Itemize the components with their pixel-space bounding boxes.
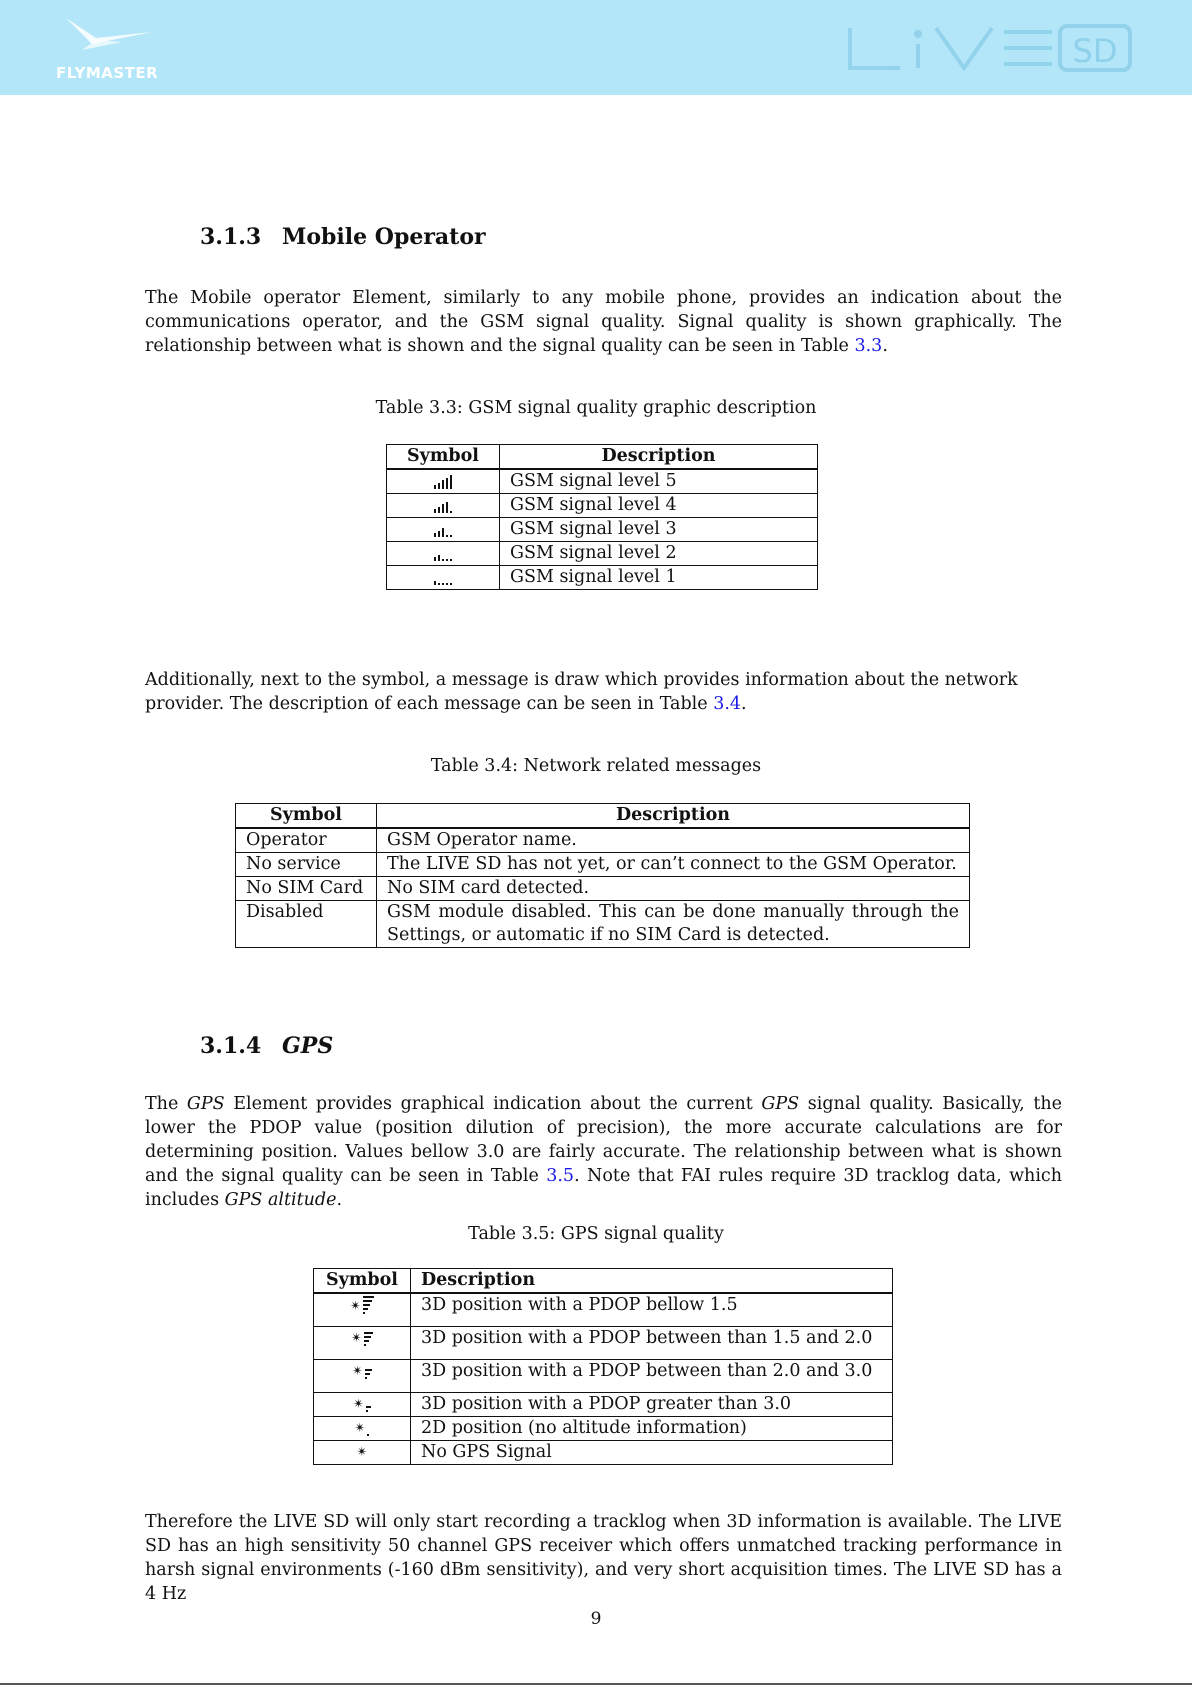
section-heading-3-1-3 bbox=[200, 224, 486, 250]
description-cell: 3D position with a PDOP between than 2.0 and 3.0 bbox=[411, 1359, 893, 1392]
text-run-italic: GPS bbox=[761, 1094, 800, 1114]
description-cell: GSM signal level 5 bbox=[500, 469, 818, 494]
paragraph-network-messages bbox=[145, 668, 1062, 716]
page-header-band bbox=[0, 0, 1192, 95]
gsm-signal-icon bbox=[434, 571, 452, 585]
column-header-symbol: Symbol bbox=[314, 1269, 411, 1294]
text-run: Element provides graphical indication about the current bbox=[233, 1094, 753, 1114]
symbol-cell: No service bbox=[236, 853, 377, 877]
gps-signal-icon: ✴ bbox=[353, 1396, 371, 1412]
paragraph-tracklog bbox=[145, 1510, 1062, 1606]
paragraph-end: . bbox=[741, 694, 747, 714]
table-row bbox=[314, 1440, 893, 1464]
table-row bbox=[314, 1293, 893, 1326]
gps-signal-icon: ✴ bbox=[350, 1298, 374, 1314]
column-header-description: Description bbox=[411, 1269, 893, 1294]
gps-signal-icon: ✴ bbox=[356, 1445, 368, 1460]
section-title: Mobile Operator bbox=[282, 224, 486, 250]
table-row bbox=[387, 518, 818, 542]
table-caption-3-4: Table 3.4: Network related messages bbox=[430, 756, 762, 776]
table-ref-link[interactable]: 3.5 bbox=[546, 1166, 575, 1186]
table-row bbox=[236, 877, 970, 901]
section-title: GPS bbox=[282, 1033, 334, 1059]
table-row bbox=[387, 542, 818, 566]
description-cell: 3D position with a PDOP greater than 3.0 bbox=[411, 1392, 893, 1416]
paragraph-text: Additionally, next to the symbol, a message is draw which provides information about the network provider. The description of each message can be seen in Table bbox=[145, 670, 1018, 714]
symbol-cell: No SIM Card bbox=[236, 877, 377, 901]
network-messages-table bbox=[235, 803, 970, 948]
description-cell: 3D position with a PDOP between than 1.5 and 2.0 bbox=[411, 1326, 893, 1359]
table-row bbox=[314, 1326, 893, 1359]
gsm-signal-icon bbox=[434, 523, 452, 537]
text-run: . bbox=[336, 1190, 343, 1210]
section-number: 3.1.4 bbox=[200, 1033, 262, 1059]
symbol-cell bbox=[387, 566, 500, 590]
description-cell: GSM signal level 2 bbox=[500, 542, 818, 566]
table-row bbox=[387, 494, 818, 518]
table-ref-link[interactable]: 3.3 bbox=[854, 336, 883, 356]
table-row bbox=[236, 853, 970, 877]
paragraph-gps bbox=[145, 1092, 1062, 1212]
table-ref-link[interactable]: 3.4 bbox=[713, 694, 742, 714]
text-run-italic: GPS bbox=[186, 1094, 225, 1114]
column-header-symbol: Symbol bbox=[236, 804, 377, 829]
text-run-italic: GPS altitude bbox=[224, 1190, 337, 1210]
symbol-cell bbox=[387, 518, 500, 542]
description-cell: The LIVE SD has not yet, or can’t connect to the GSM Operator. bbox=[377, 853, 970, 877]
svg-text:SD: SD bbox=[1072, 32, 1118, 70]
section-number: 3.1.3 bbox=[200, 224, 262, 250]
table-caption-3-3: Table 3.3: GSM signal quality graphic description bbox=[375, 398, 817, 418]
table-row bbox=[387, 469, 818, 494]
table-row bbox=[387, 566, 818, 590]
gps-signal-table bbox=[313, 1268, 893, 1465]
gps-signal-icon: ✴ bbox=[355, 1420, 370, 1436]
column-header-description: Description bbox=[500, 445, 818, 470]
symbol-cell bbox=[314, 1440, 411, 1464]
description-cell: 2D position (no altitude information) bbox=[411, 1416, 893, 1440]
flymaster-wing-icon bbox=[52, 14, 152, 64]
symbol-cell bbox=[314, 1293, 411, 1326]
description-cell: GSM signal level 3 bbox=[500, 518, 818, 542]
paragraph-text: Therefore the LIVE SD will only start recording a tracklog when 3D information is available. The LIVE SD has an high sensitivity 50 channel GPS receiver which offers unmatched tracking performance in harsh signal environments (-160 dBm sensitivity), and very short acquisition times. The LIVE SD has a 4 Hz bbox=[145, 1512, 1062, 1604]
symbol-cell: Disabled bbox=[236, 901, 377, 948]
description-cell: 3D position with a PDOP bellow 1.5 bbox=[411, 1293, 893, 1326]
gsm-signal-table bbox=[386, 444, 818, 590]
description-cell: No SIM card detected. bbox=[377, 877, 970, 901]
gsm-signal-icon bbox=[434, 499, 452, 513]
symbol-cell bbox=[387, 542, 500, 566]
table-row bbox=[314, 1359, 893, 1392]
paragraph-text: The Mobile operator Element, similarly to any mobile phone, provides an indication about the communications operator, and the GSM signal quality. Signal quality is shown graphically. The relationship between what is shown and the signal quality can be seen in Table bbox=[145, 288, 1062, 356]
description-cell: GSM module disabled. This can be done manually through the Settings, or automatic if no SIM Card is detected. bbox=[377, 901, 970, 948]
gsm-signal-icon bbox=[434, 475, 452, 489]
symbol-cell: Operator bbox=[236, 828, 377, 853]
text-run: The bbox=[145, 1094, 179, 1114]
table-row bbox=[314, 1392, 893, 1416]
live-sd-logo bbox=[846, 22, 1136, 78]
table-caption-3-5: Table 3.5: GPS signal quality bbox=[468, 1224, 724, 1244]
page-number: 9 bbox=[590, 1609, 602, 1629]
text-run: signal quality. Basically, the lower the PDOP value (position dilution of precision), the more accurate calculations are for determining position. Values bellow 3.0 are fairly accurate. The relationship between what is shown and the signal quality can be seen in Table bbox=[145, 1094, 1062, 1186]
table-row bbox=[314, 1416, 893, 1440]
table-row bbox=[236, 901, 970, 948]
description-cell: GSM Operator name. bbox=[377, 828, 970, 853]
paragraph-mobile-operator bbox=[145, 286, 1062, 358]
column-header-description: Description bbox=[377, 804, 970, 829]
symbol-cell bbox=[314, 1392, 411, 1416]
symbol-cell bbox=[387, 469, 500, 494]
flymaster-logo bbox=[52, 14, 172, 84]
symbol-cell bbox=[387, 494, 500, 518]
description-cell: No GPS Signal bbox=[411, 1440, 893, 1464]
brand-name: FLYMASTER bbox=[56, 64, 159, 82]
symbol-cell bbox=[314, 1326, 411, 1359]
column-header-symbol: Symbol bbox=[387, 445, 500, 470]
gps-signal-icon: ✴ bbox=[351, 1330, 373, 1346]
gsm-signal-icon bbox=[434, 547, 452, 561]
gps-signal-icon: ✴ bbox=[352, 1363, 372, 1379]
symbol-cell bbox=[314, 1359, 411, 1392]
table-row bbox=[236, 828, 970, 853]
description-cell: GSM signal level 4 bbox=[500, 494, 818, 518]
symbol-cell bbox=[314, 1416, 411, 1440]
paragraph-end: . bbox=[882, 336, 888, 356]
text-run: . Note that FAI rules require 3D tracklog data, which includes bbox=[145, 1166, 1062, 1210]
description-cell: GSM signal level 1 bbox=[500, 566, 818, 590]
section-heading-3-1-4 bbox=[200, 1033, 333, 1059]
